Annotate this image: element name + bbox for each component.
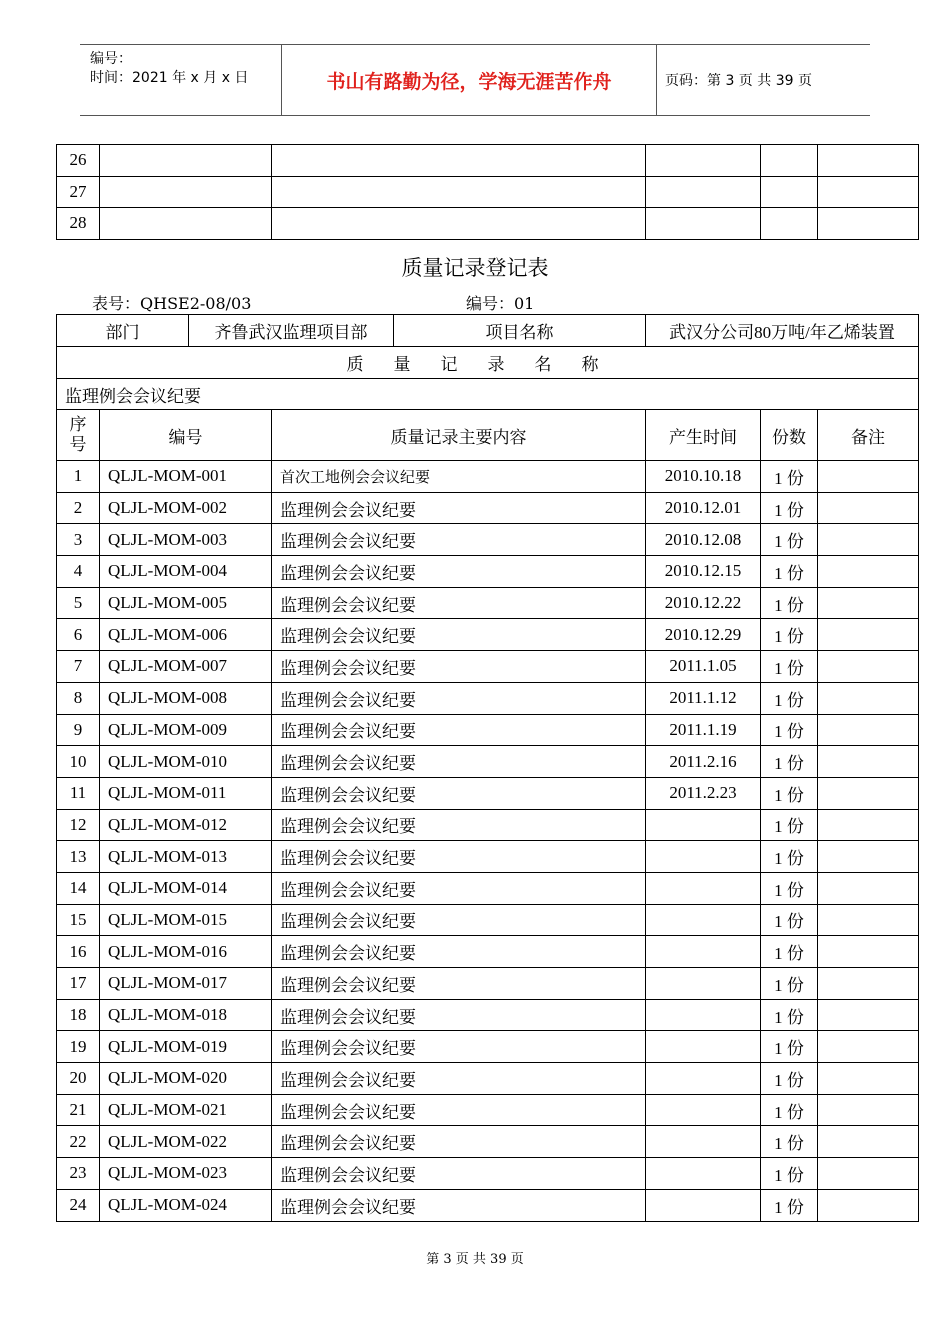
record-code: QLJL-MOM-005 bbox=[100, 587, 272, 619]
record-remark bbox=[818, 1189, 919, 1221]
record-date: 2011.1.05 bbox=[646, 651, 761, 683]
record-code: QLJL-MOM-010 bbox=[100, 746, 272, 778]
record-copies: 1 份 bbox=[761, 556, 818, 588]
record-remark bbox=[818, 682, 919, 714]
record-date bbox=[646, 968, 761, 1000]
table-row bbox=[57, 904, 919, 936]
record-remark bbox=[818, 904, 919, 936]
record-code: QLJL-MOM-019 bbox=[100, 1031, 272, 1063]
table-row bbox=[57, 936, 919, 968]
record-copies: 1 份 bbox=[761, 492, 818, 524]
col-header-no: 序号 bbox=[57, 410, 100, 461]
record-date bbox=[646, 1126, 761, 1158]
record-copies: 1 份 bbox=[761, 936, 818, 968]
record-remark bbox=[818, 936, 919, 968]
record-date bbox=[646, 872, 761, 904]
row-number: 13 bbox=[57, 841, 100, 873]
table-row bbox=[57, 492, 919, 524]
record-content: 监理例会会议纪要 bbox=[272, 746, 646, 778]
table-row bbox=[57, 524, 919, 556]
table-row bbox=[57, 1158, 919, 1190]
record-content: 监理例会会议纪要 bbox=[272, 1158, 646, 1190]
record-code: QLJL-MOM-004 bbox=[100, 556, 272, 588]
record-remark bbox=[818, 1063, 919, 1095]
record-date bbox=[646, 841, 761, 873]
record-copies: 1 份 bbox=[761, 619, 818, 651]
record-copies: 1 份 bbox=[761, 1189, 818, 1221]
record-date: 2011.1.12 bbox=[646, 682, 761, 714]
row-number: 26 bbox=[57, 145, 100, 177]
row-number: 17 bbox=[57, 968, 100, 1000]
record-content: 监理例会会议纪要 bbox=[272, 651, 646, 683]
table-row bbox=[57, 809, 919, 841]
record-copies: 1 份 bbox=[761, 461, 818, 493]
record-date bbox=[646, 809, 761, 841]
record-code: QLJL-MOM-007 bbox=[100, 651, 272, 683]
table-row bbox=[57, 651, 919, 683]
record-date: 2011.1.19 bbox=[646, 714, 761, 746]
record-date: 2010.12.22 bbox=[646, 587, 761, 619]
record-content: 监理例会会议纪要 bbox=[272, 904, 646, 936]
record-content: 监理例会会议纪要 bbox=[272, 524, 646, 556]
record-copies: 1 份 bbox=[761, 777, 818, 809]
record-content: 监理例会会议纪要 bbox=[272, 968, 646, 1000]
table-row bbox=[57, 682, 919, 714]
record-content: 监理例会会议纪要 bbox=[272, 1031, 646, 1063]
record-content: 监理例会会议纪要 bbox=[272, 1126, 646, 1158]
record-content: 监理例会会议纪要 bbox=[272, 682, 646, 714]
table-row bbox=[57, 587, 919, 619]
table-row bbox=[57, 1126, 919, 1158]
row-number: 22 bbox=[57, 1126, 100, 1158]
record-remark bbox=[818, 556, 919, 588]
record-content: 首次工地例会会议纪要 bbox=[272, 461, 646, 493]
record-copies: 1 份 bbox=[761, 841, 818, 873]
record-date: 2010.12.01 bbox=[646, 492, 761, 524]
row-number: 10 bbox=[57, 746, 100, 778]
record-content: 监理例会会议纪要 bbox=[272, 619, 646, 651]
record-content: 监理例会会议纪要 bbox=[272, 1189, 646, 1221]
record-remark bbox=[818, 841, 919, 873]
record-copies: 1 份 bbox=[761, 746, 818, 778]
row-number: 15 bbox=[57, 904, 100, 936]
header-meta bbox=[80, 45, 282, 115]
col-header-code: 编号 bbox=[100, 410, 272, 461]
row-number: 1 bbox=[57, 461, 100, 493]
table-row bbox=[57, 714, 919, 746]
record-copies: 1 份 bbox=[761, 1158, 818, 1190]
record-code: QLJL-MOM-020 bbox=[100, 1063, 272, 1095]
record-content: 监理例会会议纪要 bbox=[272, 936, 646, 968]
record-remark bbox=[818, 619, 919, 651]
header-motto: 书山有路勤为径，学海无涯苦作舟 bbox=[282, 45, 657, 115]
record-date: 2011.2.16 bbox=[646, 746, 761, 778]
record-date bbox=[646, 1094, 761, 1126]
project-value: 武汉分公司80万吨/年乙烯装置 bbox=[646, 315, 919, 347]
table-row bbox=[57, 556, 919, 588]
record-copies: 1 份 bbox=[761, 809, 818, 841]
record-content: 监理例会会议纪要 bbox=[272, 714, 646, 746]
record-date: 2010.12.29 bbox=[646, 619, 761, 651]
serial-number: 编号：01 bbox=[466, 294, 535, 313]
table-row bbox=[57, 461, 919, 493]
record-copies: 1 份 bbox=[761, 714, 818, 746]
table-row bbox=[57, 1031, 919, 1063]
row-number: 12 bbox=[57, 809, 100, 841]
record-code: QLJL-MOM-014 bbox=[100, 872, 272, 904]
row-number: 5 bbox=[57, 587, 100, 619]
record-remark bbox=[818, 1031, 919, 1063]
record-content: 监理例会会议纪要 bbox=[272, 587, 646, 619]
record-code: QLJL-MOM-001 bbox=[100, 461, 272, 493]
row-number: 19 bbox=[57, 1031, 100, 1063]
record-copies: 1 份 bbox=[761, 651, 818, 683]
record-date bbox=[646, 1189, 761, 1221]
record-content: 监理例会会议纪要 bbox=[272, 556, 646, 588]
record-content: 监理例会会议纪要 bbox=[272, 1094, 646, 1126]
record-code: QLJL-MOM-017 bbox=[100, 968, 272, 1000]
record-remark bbox=[818, 714, 919, 746]
header-page-info: 页码：第 3 页 共 39 页 bbox=[665, 73, 812, 89]
row-number: 3 bbox=[57, 524, 100, 556]
record-date: 2010.10.18 bbox=[646, 461, 761, 493]
page-header bbox=[80, 44, 870, 116]
record-date bbox=[646, 1063, 761, 1095]
table-row bbox=[57, 777, 919, 809]
table-row bbox=[57, 746, 919, 778]
table-row bbox=[57, 841, 919, 873]
row-number: 6 bbox=[57, 619, 100, 651]
table-row bbox=[57, 1063, 919, 1095]
row-number: 27 bbox=[57, 176, 100, 208]
record-remark bbox=[818, 1126, 919, 1158]
row-number: 24 bbox=[57, 1189, 100, 1221]
record-copies: 1 份 bbox=[761, 682, 818, 714]
record-date bbox=[646, 999, 761, 1031]
row-number: 21 bbox=[57, 1094, 100, 1126]
record-code: QLJL-MOM-018 bbox=[100, 999, 272, 1031]
record-copies: 1 份 bbox=[761, 1063, 818, 1095]
register-title: 质量记录登记表 bbox=[401, 256, 549, 280]
record-content: 监理例会会议纪要 bbox=[272, 872, 646, 904]
dept-label: 部门 bbox=[57, 315, 189, 347]
record-code: QLJL-MOM-012 bbox=[100, 809, 272, 841]
record-content: 监理例会会议纪要 bbox=[272, 777, 646, 809]
row-number: 18 bbox=[57, 999, 100, 1031]
record-remark bbox=[818, 746, 919, 778]
row-number: 28 bbox=[57, 208, 100, 240]
record-name-header-row bbox=[57, 347, 919, 379]
register-table bbox=[56, 314, 919, 1222]
table-row bbox=[57, 968, 919, 1000]
record-code: QLJL-MOM-016 bbox=[100, 936, 272, 968]
record-remark bbox=[818, 492, 919, 524]
record-content: 监理例会会议纪要 bbox=[272, 809, 646, 841]
row-number: 2 bbox=[57, 492, 100, 524]
column-header-row bbox=[57, 410, 919, 461]
table-row bbox=[57, 872, 919, 904]
form-number: 表号：QHSE2-08/03 bbox=[92, 294, 252, 313]
record-date bbox=[646, 904, 761, 936]
page-footer: 第 3 页 共 39 页 bbox=[426, 1252, 524, 1267]
record-copies: 1 份 bbox=[761, 872, 818, 904]
table-row bbox=[57, 176, 919, 208]
header-code-label: 编号： bbox=[90, 51, 132, 67]
record-code: QLJL-MOM-021 bbox=[100, 1094, 272, 1126]
row-number: 23 bbox=[57, 1158, 100, 1190]
row-number: 9 bbox=[57, 714, 100, 746]
record-code: QLJL-MOM-003 bbox=[100, 524, 272, 556]
record-copies: 1 份 bbox=[761, 587, 818, 619]
record-copies: 1 份 bbox=[761, 1126, 818, 1158]
header-time-label: 时间：2021 年 x 月 x 日 bbox=[90, 70, 249, 86]
record-remark bbox=[818, 587, 919, 619]
record-date: 2010.12.08 bbox=[646, 524, 761, 556]
record-copies: 1 份 bbox=[761, 1094, 818, 1126]
col-header-content: 质量记录主要内容 bbox=[272, 410, 646, 461]
record-copies: 1 份 bbox=[761, 968, 818, 1000]
record-remark bbox=[818, 968, 919, 1000]
record-code: QLJL-MOM-023 bbox=[100, 1158, 272, 1190]
record-code: QLJL-MOM-008 bbox=[100, 682, 272, 714]
dept-value: 齐鲁武汉监理项目部 bbox=[189, 315, 394, 347]
record-name-value-row bbox=[57, 379, 919, 410]
record-name-value: 监理例会会议纪要 bbox=[57, 379, 919, 410]
record-date bbox=[646, 1158, 761, 1190]
record-remark bbox=[818, 872, 919, 904]
table-row bbox=[57, 208, 919, 240]
record-content: 监理例会会议纪要 bbox=[272, 841, 646, 873]
record-remark bbox=[818, 1158, 919, 1190]
record-date bbox=[646, 936, 761, 968]
record-copies: 1 份 bbox=[761, 904, 818, 936]
col-header-remark: 备注 bbox=[818, 410, 919, 461]
record-code: QLJL-MOM-009 bbox=[100, 714, 272, 746]
row-number: 16 bbox=[57, 936, 100, 968]
record-content: 监理例会会议纪要 bbox=[272, 1063, 646, 1095]
table-row bbox=[57, 999, 919, 1031]
col-header-copies: 份数 bbox=[761, 410, 818, 461]
row-number: 7 bbox=[57, 651, 100, 683]
record-code: QLJL-MOM-011 bbox=[100, 777, 272, 809]
row-number: 20 bbox=[57, 1063, 100, 1095]
record-content: 监理例会会议纪要 bbox=[272, 999, 646, 1031]
record-date bbox=[646, 1031, 761, 1063]
record-remark bbox=[818, 461, 919, 493]
record-remark bbox=[818, 809, 919, 841]
record-code: QLJL-MOM-002 bbox=[100, 492, 272, 524]
record-copies: 1 份 bbox=[761, 524, 818, 556]
record-name-label: 质量记录名称 bbox=[57, 347, 919, 379]
record-remark bbox=[818, 651, 919, 683]
record-copies: 1 份 bbox=[761, 1031, 818, 1063]
record-remark bbox=[818, 999, 919, 1031]
col-header-date: 产生时间 bbox=[646, 410, 761, 461]
record-code: QLJL-MOM-015 bbox=[100, 904, 272, 936]
record-remark bbox=[818, 1094, 919, 1126]
record-date: 2010.12.15 bbox=[646, 556, 761, 588]
record-content: 监理例会会议纪要 bbox=[272, 492, 646, 524]
record-date: 2011.2.23 bbox=[646, 777, 761, 809]
record-remark bbox=[818, 777, 919, 809]
table-row bbox=[57, 1094, 919, 1126]
record-code: QLJL-MOM-006 bbox=[100, 619, 272, 651]
record-copies: 1 份 bbox=[761, 999, 818, 1031]
project-label: 项目名称 bbox=[394, 315, 646, 347]
record-code: QLJL-MOM-024 bbox=[100, 1189, 272, 1221]
record-remark bbox=[818, 524, 919, 556]
row-number: 11 bbox=[57, 777, 100, 809]
row-number: 8 bbox=[57, 682, 100, 714]
record-code: QLJL-MOM-013 bbox=[100, 841, 272, 873]
row-number: 14 bbox=[57, 872, 100, 904]
table-row bbox=[57, 619, 919, 651]
table-row bbox=[57, 145, 919, 177]
row-number: 4 bbox=[57, 556, 100, 588]
table-row bbox=[57, 1189, 919, 1221]
continuation-table bbox=[56, 144, 919, 240]
record-code: QLJL-MOM-022 bbox=[100, 1126, 272, 1158]
dept-row bbox=[57, 315, 919, 347]
